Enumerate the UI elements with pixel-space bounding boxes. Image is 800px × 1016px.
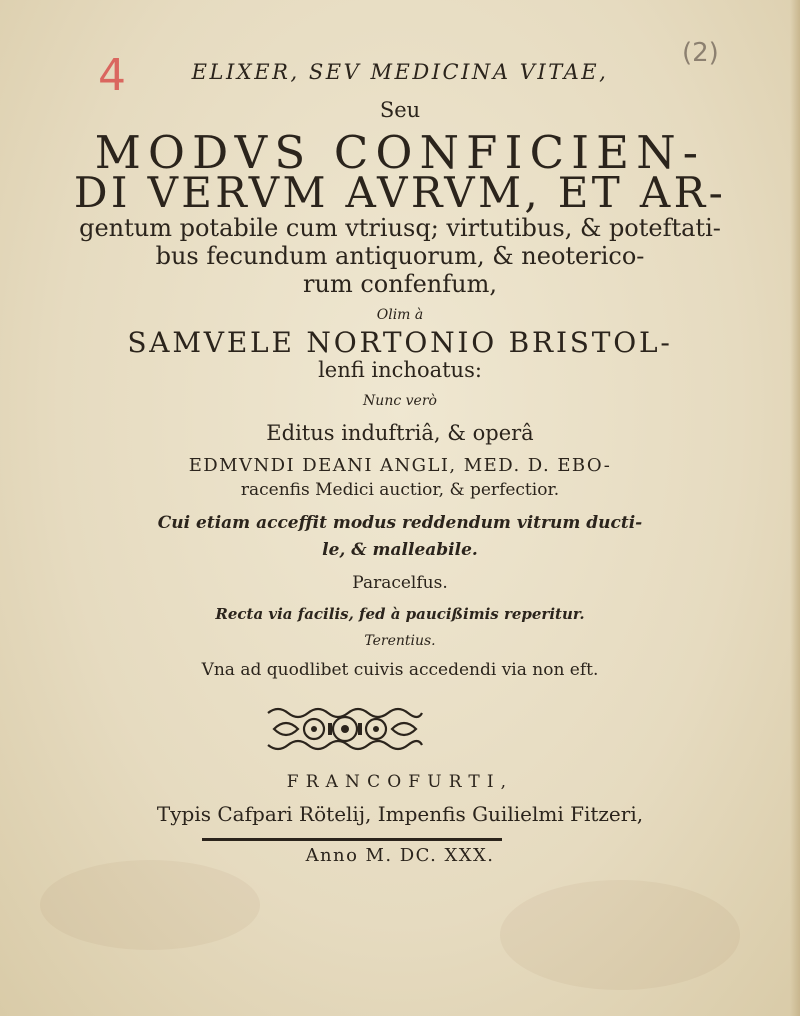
folio-mark: 4 (98, 50, 126, 101)
quote-una-ad: Vna ad quodlibet cuivis accedendi via non eft. (201, 660, 599, 680)
title-line-elixer: ELIXER, SEV MEDICINA VITAE, (191, 60, 609, 84)
title-line-nunc: Nunc verò (363, 393, 437, 409)
title-line-bus: bus fecundum antiquorum, & neoterico- (155, 242, 645, 270)
paper-stain (40, 860, 260, 950)
title-line-gentum: gentum potabile cum vtriusq; virtutibus, & poteftati- (79, 214, 721, 242)
imprint-place: FRANCOFURTI, (286, 772, 514, 792)
title-line-seu: Seu (379, 98, 421, 122)
imprint-year: Anno M. DC. XXX. (305, 845, 495, 866)
quote-source-paracelsus: Paracelfus. (352, 573, 448, 593)
title-line-modus: MODVS CONFICIEN- (94, 126, 706, 179)
imprint-printer: Typis Cafpari Rötelij, Impenfis Guilielmi Fitzeri, (156, 802, 644, 826)
paper-stain (500, 880, 740, 990)
quote-recta-via: Recta via facilis, fed à paucißimis reperitur. (215, 605, 585, 623)
title-line-malleabile: le, & malleabile. (322, 540, 478, 560)
title-line-cui-etiam: Cui etiam acceffit modus reddendum vitrum ducti- (157, 513, 643, 533)
editor-name-continuation: racenfis Medici auctior, & perfectior. (240, 480, 560, 500)
author-name-line: SAMVELE NORTONIO BRISTOL- (127, 326, 673, 359)
title-line-rum: rum confenfum, (303, 270, 497, 298)
floral-printers-ornament-icon (264, 703, 426, 755)
editor-name-line: EDMVNDI DEANI ANGLI, MED. D. EBO- (188, 455, 612, 476)
title-line-olim: Olim à (376, 307, 424, 323)
author-name-continuation: lenfi inchoatus: (318, 358, 482, 382)
title-line-verum-aurum: DI VERVM AVRVM, ET AR- (73, 168, 727, 217)
quote-source-terentius: Terentius. (364, 633, 436, 649)
title-line-editus: Editus induftriâ, & operâ (266, 421, 534, 445)
imprint-divider (202, 838, 502, 841)
corner-mark: (2) (682, 38, 719, 68)
